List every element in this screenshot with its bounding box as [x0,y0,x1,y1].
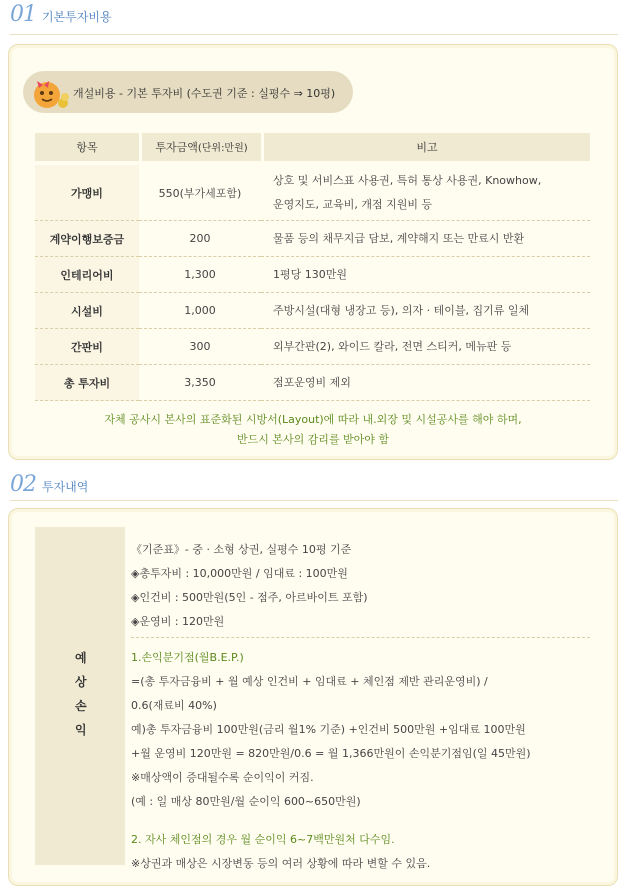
header-amount: 투자금액(단위:만원) [139,133,261,165]
basis-line: ◈총투자비 : 10,000만원 / 임대료 : 100만원 [131,567,348,580]
header-note: 비고 [261,133,590,165]
row-item: 간판비 [35,329,139,365]
bep-line: ※매상액이 증대될수록 순이익이 커짐. [131,771,314,784]
cost-banner-text: 개설비용 - 기본 투자비 (수도권 기준 : 실평수 ⇒ 10평) [73,87,336,100]
bep-line: =(총 투자금융비 + 월 예상 인건비 + 임대료 + 체인점 제반 관리운영비) / [131,675,488,688]
row-amount: 1,000 [139,293,261,329]
basis-line: ◈인건비 : 500만원(5인 - 점주, 아르바이트 포함) [131,591,368,604]
bep-line: (예 : 일 매상 80만원/월 순이익 600~650만원) [131,795,361,808]
section-number: 01 [10,2,36,27]
row-item: 인테리어비 [35,257,139,293]
chain-profit-line: 2. 자사 체인점의 경우 월 순이익 6~7백만원처 다수임. [131,833,395,846]
section-number: 02 [10,472,36,497]
row-item: 계약이행보증금 [35,221,139,257]
section-1-heading [10,2,112,27]
row-note: 점포운영비 제외 [261,365,590,401]
header-item: 항목 [35,133,139,165]
estimate-table [35,527,590,870]
divider [131,637,590,638]
row-note: 상호 및 서비스표 사용권, 특허 통상 사용권, Knowhow, 운영지도, 교육비, 개점 지원비 등 [261,165,590,221]
table-row [35,293,590,329]
table-row [35,365,590,401]
table-row [35,257,590,293]
basis-line: 《기준표》- 중 · 소형 상권, 실평수 10평 기준 [131,543,352,556]
table-row [35,165,590,221]
chain-profit-note: ※상권과 매상은 시장변동 등의 여러 상황에 따라 변할 수 있음. [131,857,431,870]
bep-line: 예)총 투자금융비 100만원(금리 월1% 기준) +인건비 500만원 +임대료 100만원 [131,723,526,736]
row-item: 총 투자비 [35,365,139,401]
bep-line: +월 운영비 120만원 = 820만원/0.6 = 월 1,366만원이 손익분기점임(일 45만원) [131,747,531,760]
row-note: 물품 등의 채무지급 담보, 계약해지 또는 만료시 반환 [261,221,590,257]
basic-investment-panel [8,44,618,460]
table-row [35,221,590,257]
table-header-row [35,133,590,165]
section-2-heading [10,472,88,497]
row-amount: 550(부가세포함) [139,165,261,221]
row-amount: 1,300 [139,257,261,293]
basis-line: ◈운영비 : 120만원 [131,615,225,628]
divider [10,34,618,35]
row-item: 가맹비 [35,165,139,221]
row-amount: 200 [139,221,261,257]
cost-banner [23,71,353,113]
bep-line: 0.6(재료비 40%) [131,699,217,712]
row-note: 1평당 130만원 [261,257,590,293]
investment-details-panel [8,508,618,886]
mascot-icon [27,69,71,113]
row-amount: 300 [139,329,261,365]
row-item: 시설비 [35,293,139,329]
section-title: 투자내역 [42,480,89,494]
construction-note-line1: 자체 공사시 본사의 표준화된 시방서(Layout)에 따라 내.외장 및 시설공사를 해야 하며, [104,413,522,426]
bep-title: 1.손익분기점(월B.E.P.) [131,651,244,664]
construction-note-line2: 반드시 본사의 감리를 받아야 함 [236,433,390,446]
row-note: 외부간판(2), 와이드 칼라, 전면 스티커, 메뉴판 등 [261,329,590,365]
investment-table [35,133,590,401]
table-row [35,329,590,365]
row-note: 주방시설(대형 냉장고 등), 의자 · 테이블, 집기류 일체 [261,293,590,329]
row-amount: 3,350 [139,365,261,401]
divider [10,500,618,501]
section-title: 기본투자비용 [42,10,112,24]
estimate-label: 예 상 손 익 [35,527,125,865]
